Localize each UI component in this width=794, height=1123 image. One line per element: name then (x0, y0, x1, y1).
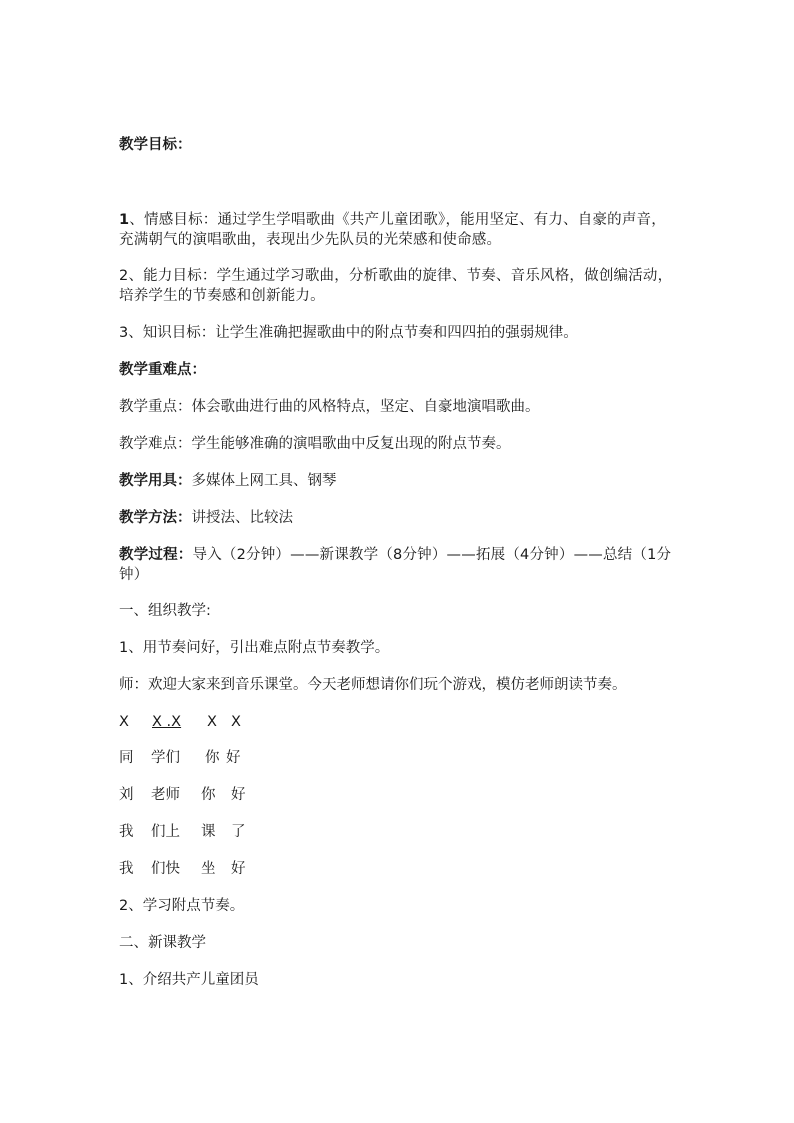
lyric-syllable: 们上 (151, 824, 180, 840)
rhythm-note-dotted: X .X (152, 714, 182, 730)
teaching-process (119, 545, 679, 585)
lyric-syllable: 们快 (151, 861, 180, 877)
rhythm-note: X (231, 714, 241, 730)
section2-step1: 1、介绍共产儿童团员 (119, 972, 259, 988)
lyric-syllable: 刘 (119, 787, 134, 803)
lyric-syllable: 课 (201, 824, 216, 840)
lyric-syllable: 同 (119, 750, 134, 766)
tools-value: 多媒体上网工具、钢琴 (191, 473, 337, 489)
goal-number: 3 (119, 325, 129, 341)
section2-title: 二、新课教学 (119, 935, 206, 951)
goal-text: 、情感目标：通过学生学唱歌曲《共产儿童团歌》，能用坚定、有力、自豪的声音，充满朝气的演唱歌曲，表现出少先队员的光荣感和使命感。 (119, 212, 666, 248)
section1-step1: 1、用节奏问好，引出难点附点节奏教学。 (119, 640, 390, 656)
teaching-focus: 教学重点：体会歌曲进行曲的风格特点，坚定、自豪地演唱歌曲。 (119, 399, 540, 415)
goal-item-2 (119, 266, 679, 306)
goal-number: 1 (119, 212, 130, 228)
teaching-methods (119, 508, 679, 528)
process-label: 教学过程： (119, 547, 193, 563)
key-points-heading: 教学重难点： (119, 362, 206, 378)
lyric-syllable: 好 (231, 861, 246, 877)
teacher-speech: 师：欢迎大家来到音乐课堂。今天老师想请你们玩个游戏，模仿老师朗读节奏。 (119, 677, 627, 693)
lyric-syllable: 好 (226, 750, 241, 766)
teaching-difficulty: 教学难点：学生能够准确的演唱歌曲中反复出现的附点节奏。 (119, 436, 511, 452)
lyric-syllable: 坐 (201, 861, 216, 877)
goal-item-1 (119, 210, 679, 250)
lyric-syllable: 你 (205, 750, 220, 766)
goal-number: 2 (119, 268, 129, 284)
tools-label: 教学用具： (119, 473, 192, 489)
rhythm-note: X (119, 714, 129, 730)
goal-text: 、能力目标：学生通过学习歌曲，分析歌曲的旋律、节奏、音乐风格，做创编活动，培养学生的节奏感和创新能力。 (119, 268, 673, 304)
teaching-tools (119, 471, 679, 491)
goal-text: 、知识目标：让学生准确把握歌曲中的附点节奏和四四拍的强弱规律。 (128, 325, 578, 341)
section1-step2: 2、学习附点节奏。 (119, 898, 245, 914)
methods-label: 教学方法： (119, 510, 192, 526)
methods-value: 讲授法、比较法 (191, 510, 293, 526)
process-value: 导入（2分钟）——新课教学（8分钟）——拓展（4分钟）——总结（1分钟） (119, 547, 672, 583)
lyric-syllable: 你 (201, 787, 216, 803)
rhythm-note: X (207, 714, 217, 730)
lyric-syllable: 我 (119, 824, 134, 840)
lyric-syllable: 老师 (151, 787, 180, 803)
lyric-syllable: 好 (231, 787, 246, 803)
lyric-syllable: 我 (119, 861, 134, 877)
lyric-syllable: 了 (231, 824, 246, 840)
goal-item-3 (119, 323, 679, 343)
section1-title: 一、组织教学: (119, 603, 211, 619)
lyric-syllable: 学们 (151, 750, 180, 766)
goals-heading: 教学目标： (119, 137, 192, 153)
